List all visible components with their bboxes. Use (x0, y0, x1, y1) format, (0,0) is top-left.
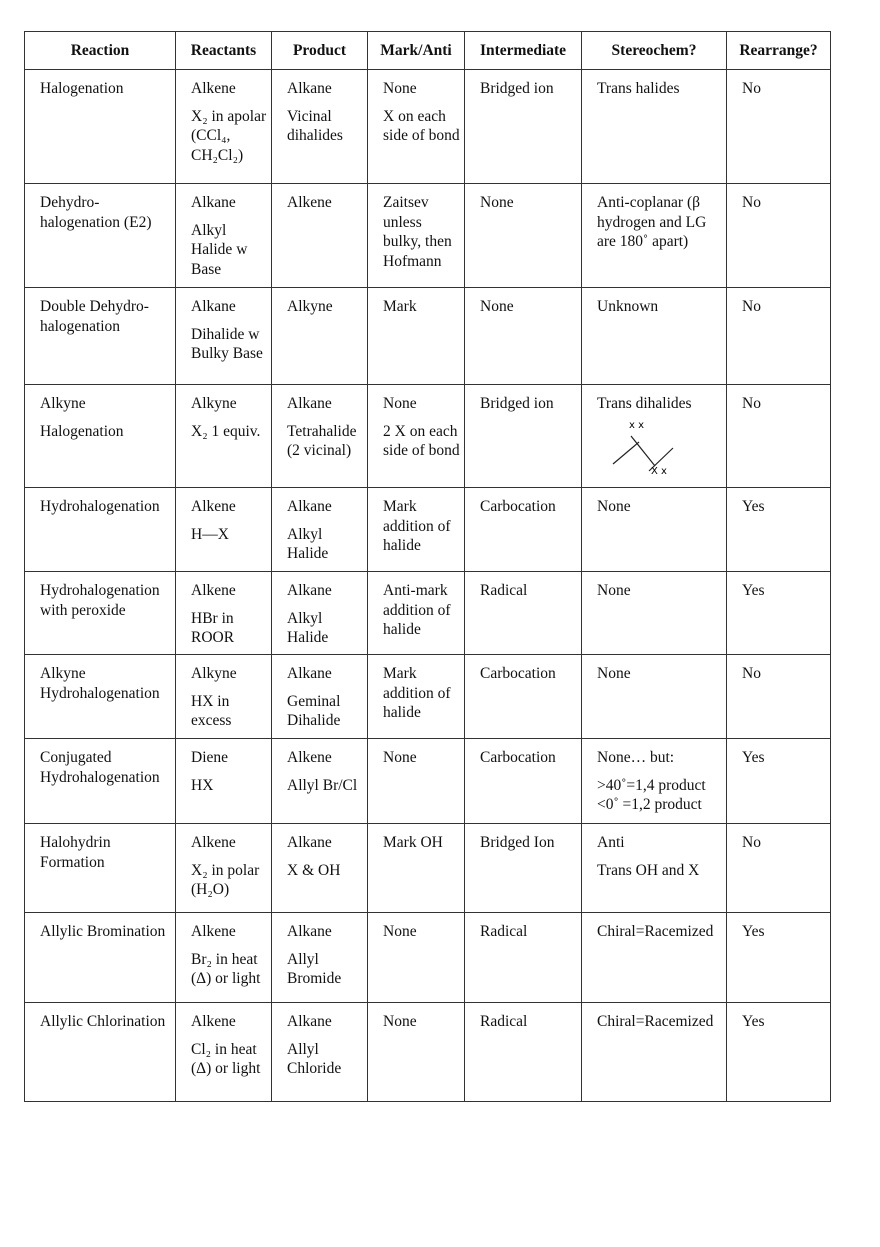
product-text: Geminal Dihalide (287, 692, 341, 729)
rearrange-text: Yes (742, 582, 765, 599)
mark-text: None (383, 1013, 417, 1030)
cell-product (272, 288, 368, 385)
product-text: Alkyne (287, 298, 333, 315)
reaction-text: Hydrohalogenation (40, 498, 160, 515)
table-row (25, 824, 831, 913)
cell-reaction (25, 1003, 176, 1102)
cell-reaction (25, 655, 176, 739)
header-stereochem: Stereochem? (582, 32, 727, 70)
diagram-label-top: x x (629, 419, 645, 431)
cell-mark (368, 385, 465, 488)
cell-product (272, 572, 368, 655)
cell-mark (368, 70, 465, 184)
cell-rearrange (727, 572, 831, 655)
product-text: Alkane (287, 923, 332, 940)
cell-intermediate (465, 572, 582, 655)
cell-stereo (582, 824, 727, 913)
cell-product (272, 913, 368, 1003)
cell-reactants (176, 70, 272, 184)
cell-intermediate (465, 488, 582, 572)
header-row (25, 32, 831, 70)
cell-mark (368, 739, 465, 824)
reaction-text: Double Dehydro-halogenation (40, 298, 149, 335)
rearrange-text: Yes (742, 923, 765, 940)
intermediate-text: Bridged ion (480, 395, 554, 412)
header-product: Product (272, 32, 368, 70)
cell-product (272, 385, 368, 488)
product-text: Alkane (287, 395, 332, 412)
cell-reactants (176, 488, 272, 572)
cell-reactants (176, 913, 272, 1003)
reactants-text: Alkane (191, 194, 236, 211)
table-row (25, 488, 831, 572)
cell-intermediate (465, 288, 582, 385)
cell-rearrange (727, 1003, 831, 1102)
intermediate-text: Bridged ion (480, 80, 554, 97)
cell-intermediate (465, 655, 582, 739)
cell-stereo (582, 385, 727, 488)
cell-reaction (25, 70, 176, 184)
reactants-text: Alkene (191, 80, 236, 97)
cell-product (272, 184, 368, 288)
cell-stereo (582, 184, 727, 288)
cell-reactants (176, 288, 272, 385)
diagram-label-bottom: X x (651, 465, 667, 474)
bond-line-2 (631, 436, 655, 466)
cell-rearrange (727, 184, 831, 288)
header-rearrange: Rearrange? (727, 32, 831, 70)
intermediate-text: Carbocation (480, 749, 556, 766)
stereo-text: None (597, 665, 631, 682)
reactants-text: Alkene (191, 923, 236, 940)
product-text: Alkane (287, 834, 332, 851)
cell-mark (368, 288, 465, 385)
mark-text: Mark (383, 298, 417, 315)
reaction-text: Alkyne (40, 395, 86, 412)
cell-stereo (582, 572, 727, 655)
intermediate-text: None (480, 194, 514, 211)
product-text: Alkane (287, 80, 332, 97)
intermediate-text: Radical (480, 582, 528, 599)
rearrange-text: No (742, 298, 761, 315)
product-text: Tetrahalide (2 vicinal) (287, 422, 357, 459)
cell-reactants (176, 385, 272, 488)
cell-rearrange (727, 385, 831, 488)
cell-rearrange (727, 655, 831, 739)
cell-reactants (176, 1003, 272, 1102)
stereo-text: Anti (597, 834, 625, 851)
mark-text: Anti-mark addition of halide (383, 582, 451, 638)
rearrange-text: Yes (742, 498, 765, 515)
stereo-text: Chiral=Racemized (597, 923, 714, 940)
product-text: X & OH (287, 861, 341, 879)
product-text: Alkane (287, 1013, 332, 1030)
stereo-text: None (597, 498, 631, 515)
reaction-text: Allylic Bromination (40, 923, 166, 940)
stereo-text: Trans halides (597, 80, 680, 97)
rearrange-text: No (742, 834, 761, 851)
cell-product (272, 1003, 368, 1102)
table-row (25, 385, 831, 488)
cell-stereo (582, 488, 727, 572)
cell-stereo (582, 913, 727, 1003)
mark-text: None (383, 923, 417, 940)
bond-line-1 (613, 442, 639, 464)
stereo-text: Chiral=Racemized (597, 1013, 714, 1030)
reaction-table (24, 31, 831, 1102)
rearrange-text: No (742, 665, 761, 682)
reactants-text: X₂ 1 equiv. (191, 422, 261, 440)
cell-stereo (582, 655, 727, 739)
mark-text: Zaitsev unless bulky, then Hofmann (383, 194, 452, 270)
cell-intermediate (465, 70, 582, 184)
cell-rearrange (727, 70, 831, 184)
cell-intermediate (465, 824, 582, 913)
reactants-text: Alkane (191, 298, 236, 315)
stereo-text: Trans dihalides (597, 395, 692, 412)
cell-product (272, 655, 368, 739)
header-mark-anti: Mark/Anti (368, 32, 465, 70)
rearrange-text: No (742, 395, 761, 412)
reactants-text: Alkyl Halide w Base (191, 221, 248, 278)
mark-text: 2 X on each side of bond (383, 422, 460, 459)
intermediate-text: Carbocation (480, 665, 556, 682)
product-text: Allyl Br/Cl (287, 776, 358, 794)
mark-text: None (383, 80, 417, 97)
reaction-text: Allylic Chlorination (40, 1013, 166, 1030)
cell-stereo (582, 1003, 727, 1102)
cell-mark (368, 824, 465, 913)
reactants-text: HX in excess (191, 692, 232, 729)
cell-reaction (25, 824, 176, 913)
intermediate-text: Radical (480, 1013, 528, 1030)
cell-rearrange (727, 488, 831, 572)
cell-reaction (25, 913, 176, 1003)
table-row (25, 288, 831, 385)
cell-reactants (176, 739, 272, 824)
mark-text: None (383, 395, 417, 412)
table-row (25, 184, 831, 288)
product-text: Alkene (287, 194, 332, 211)
cell-reaction (25, 385, 176, 488)
reaction-text: Dehydro-halogenation (E2) (40, 194, 152, 231)
cell-product (272, 70, 368, 184)
stereo-text: None… but: (597, 749, 675, 766)
cell-mark (368, 655, 465, 739)
cell-rearrange (727, 288, 831, 385)
trans-dihalide-diagram (605, 416, 685, 474)
reactants-text: Alkene (191, 1013, 236, 1030)
table-row (25, 70, 831, 184)
cell-reactants (176, 572, 272, 655)
cell-reaction (25, 184, 176, 288)
reactants-text: HBr in ROOR (191, 609, 235, 646)
cell-stereo (582, 70, 727, 184)
mark-text: X on each side of bond (383, 107, 460, 144)
table-row (25, 572, 831, 655)
cell-product (272, 739, 368, 824)
header-reactants: Reactants (176, 32, 272, 70)
cell-reactants (176, 184, 272, 288)
table-row (25, 913, 831, 1003)
product-text: Alkyl Halide (287, 609, 329, 646)
reaction-text: Halogenation (40, 80, 124, 97)
cell-stereo (582, 739, 727, 824)
intermediate-text: Carbocation (480, 498, 556, 515)
mark-text: Mark OH (383, 834, 443, 851)
table-row (25, 655, 831, 739)
cell-mark (368, 572, 465, 655)
cell-rearrange (727, 824, 831, 913)
reactants-text: Diene (191, 749, 229, 766)
rearrange-text: No (742, 80, 761, 97)
cell-intermediate (465, 184, 582, 288)
table-row (25, 739, 831, 824)
intermediate-text: None (480, 298, 514, 315)
reaction-text: Halogenation (40, 422, 124, 440)
cell-mark (368, 488, 465, 572)
mark-text: Mark addition of halide (383, 665, 451, 721)
reactants-text: X₂ in apolar (CCl₄, CH₂Cl₂) (191, 107, 267, 164)
cell-product (272, 488, 368, 572)
rearrange-text: No (742, 194, 761, 211)
reactants-text: Alkyne (191, 395, 237, 412)
reactants-text: HX (191, 776, 214, 794)
reaction-text: Hydrohalogenation with peroxide (40, 582, 160, 619)
cell-reactants (176, 824, 272, 913)
table-body (25, 70, 831, 1102)
rearrange-text: Yes (742, 1013, 765, 1030)
cell-mark (368, 913, 465, 1003)
cell-intermediate (465, 1003, 582, 1102)
intermediate-text: Radical (480, 923, 528, 940)
header-intermediate: Intermediate (465, 32, 582, 70)
cell-rearrange (727, 739, 831, 824)
reactants-text: Cl₂ in heat (Δ) or light (191, 1040, 261, 1077)
cell-intermediate (465, 913, 582, 1003)
product-text: Alkane (287, 582, 332, 599)
table-row (25, 1003, 831, 1102)
cell-mark (368, 1003, 465, 1102)
reactants-text: Alkene (191, 498, 236, 515)
cell-reactants (176, 655, 272, 739)
reactants-text: Alkene (191, 582, 236, 599)
stereo-text: Anti-coplanar (β hydrogen and LG are 180˚ apart) (597, 194, 707, 250)
rearrange-text: Yes (742, 749, 765, 766)
cell-stereo (582, 288, 727, 385)
stereo-text: None (597, 582, 631, 599)
cell-rearrange (727, 913, 831, 1003)
reactants-text: Dihalide w Bulky Base (191, 325, 263, 362)
product-text: Alkyl Halide (287, 525, 329, 562)
cell-mark (368, 184, 465, 288)
cell-intermediate (465, 385, 582, 488)
reactants-text: Alkene (191, 834, 236, 851)
mark-text: None (383, 749, 417, 766)
cell-product (272, 824, 368, 913)
product-text: Alkane (287, 498, 332, 515)
reactants-text: H—X (191, 525, 229, 543)
cell-intermediate (465, 739, 582, 824)
stereo-text: Trans OH and X (597, 861, 700, 879)
reaction-text: Alkyne Hydrohalogenation (40, 665, 160, 702)
mark-text: Mark addition of halide (383, 498, 451, 554)
product-text: Allyl Chloride (287, 1040, 342, 1077)
reaction-text: Halohydrin Formation (40, 834, 111, 871)
cell-reaction (25, 739, 176, 824)
cell-reaction (25, 488, 176, 572)
cell-reaction (25, 572, 176, 655)
reactants-text: Alkyne (191, 665, 237, 682)
product-text: Allyl Bromide (287, 950, 342, 987)
product-text: Alkane (287, 665, 332, 682)
reactants-text: X₂ in polar (H₂O) (191, 861, 260, 898)
cell-reaction (25, 288, 176, 385)
reactants-text: Br₂ in heat (Δ) or light (191, 950, 261, 987)
stereo-text: Unknown (597, 298, 659, 315)
reaction-text: Conjugated Hydrohalogenation (40, 749, 160, 786)
stereo-text: >40˚=1,4 product (597, 776, 706, 794)
intermediate-text: Bridged Ion (480, 834, 555, 851)
header-reaction: Reaction (25, 32, 176, 70)
stereo-text: <0˚ =1,2 product (597, 796, 702, 813)
product-text: Vicinal dihalides (287, 107, 343, 144)
product-text: Alkene (287, 749, 332, 766)
